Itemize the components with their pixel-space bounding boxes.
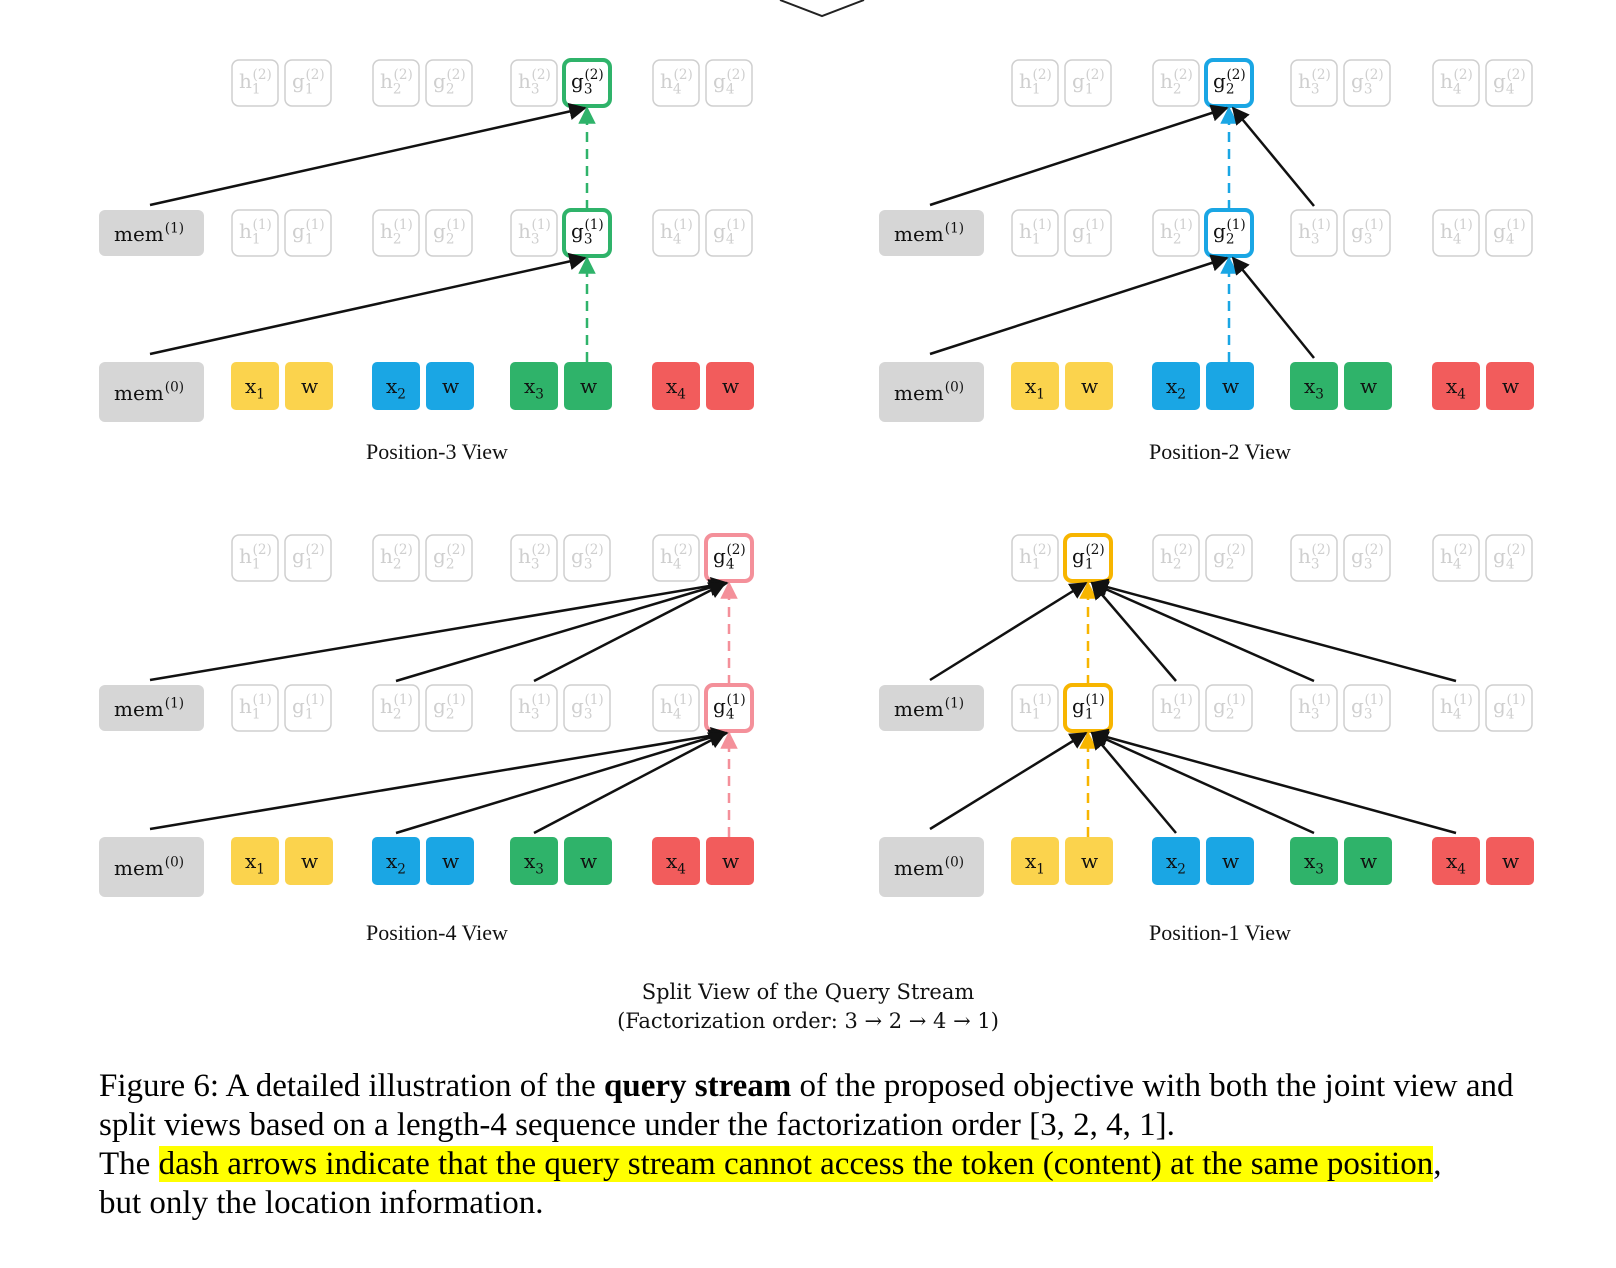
g2-layer1-label: $g_2(1)$ bbox=[1213, 217, 1246, 248]
h1-layer2-label: $h_1(2)$ bbox=[1019, 67, 1052, 98]
figure-caption bbox=[99, 1067, 1549, 1223]
mem1-box bbox=[879, 210, 984, 256]
mem0-label: mem$^{(0)}$ bbox=[114, 379, 185, 405]
arrow-context-2-layer1 bbox=[1092, 733, 1176, 833]
token-w3-label: w bbox=[580, 849, 598, 873]
h4-layer2-label: $h_4(2)$ bbox=[660, 67, 693, 98]
token-w1-label: w bbox=[1081, 374, 1099, 398]
g4-layer1-label: $g_4(1)$ bbox=[1493, 217, 1526, 248]
g4-layer2-label: $g_4(2)$ bbox=[713, 542, 746, 573]
token-w4-label: w bbox=[1502, 374, 1520, 398]
h3-layer2-label: $h_3(2)$ bbox=[518, 67, 551, 98]
h3-layer2-label: $h_3(2)$ bbox=[1298, 67, 1331, 98]
g2-layer1-label: $g_2(1)$ bbox=[433, 692, 466, 723]
mem1-label: mem$^{(1)}$ bbox=[114, 220, 185, 246]
g2-layer2-label: $g_2(2)$ bbox=[1213, 67, 1246, 98]
caption-prefix: Figure 6: A detailed illustration of the bbox=[99, 1068, 605, 1104]
g2-layer1-label: $g_2(1)$ bbox=[1213, 692, 1246, 723]
view-title-position-4: Position-4 View bbox=[366, 920, 508, 945]
caption-line4: but only the location information. bbox=[99, 1185, 544, 1221]
h1-layer2-label: $h_1(2)$ bbox=[239, 67, 272, 98]
token-w2-label: w bbox=[442, 374, 460, 398]
token-w2-label: w bbox=[1222, 849, 1240, 873]
h4-layer1-label: $h_4(1)$ bbox=[660, 692, 693, 723]
g1-layer1-label: $g_1(1)$ bbox=[1072, 217, 1105, 248]
h4-layer2-label: $h_4(2)$ bbox=[1440, 542, 1473, 573]
g3-layer2-label: $g_3(2)$ bbox=[1351, 542, 1384, 573]
h2-layer2-label: $h_2(2)$ bbox=[1160, 542, 1193, 573]
token-x1-label: $x_1$ bbox=[1025, 374, 1045, 403]
view-title-position-2: Position-2 View bbox=[1149, 439, 1291, 464]
h2-layer2-label: $h_2(2)$ bbox=[380, 67, 413, 98]
token-x4-label: $x_4$ bbox=[1446, 849, 1466, 878]
split-caption-line2: (Factorization order: 3 → 2 → 4 → 1) bbox=[617, 1009, 999, 1033]
g3-layer1-label: $g_3(1)$ bbox=[1351, 692, 1384, 723]
h1-layer2-label: $h_1(2)$ bbox=[239, 542, 272, 573]
view-title-position-3: Position-3 View bbox=[366, 439, 508, 464]
token-w3-label: w bbox=[580, 374, 598, 398]
token-x2-label: $x_2$ bbox=[1166, 849, 1186, 878]
token-x2-label: $x_2$ bbox=[1166, 374, 1186, 403]
token-x3-label: $x_3$ bbox=[1304, 849, 1324, 878]
h4-layer2-label: $h_4(2)$ bbox=[1440, 67, 1473, 98]
mem0-label: mem$^{(0)}$ bbox=[894, 854, 965, 880]
caption-line3-end: , bbox=[1433, 1146, 1442, 1182]
mem0-box bbox=[99, 837, 204, 897]
caption-bold: query stream bbox=[604, 1068, 792, 1104]
g1-layer1-label: $g_1(1)$ bbox=[292, 217, 325, 248]
arrow-context-3-layer1 bbox=[1233, 258, 1314, 358]
g1-layer2-label: $g_1(2)$ bbox=[292, 542, 325, 573]
token-w4-label: w bbox=[1502, 849, 1520, 873]
h1-layer1-label: $h_1(1)$ bbox=[239, 692, 272, 723]
g2-layer2-label: $g_2(2)$ bbox=[433, 67, 466, 98]
g4-layer2-label: $g_4(2)$ bbox=[1493, 67, 1526, 98]
arrow-context-3-layer1 bbox=[1092, 733, 1314, 833]
g1-layer1-label: $g_1(1)$ bbox=[292, 692, 325, 723]
g4-layer2-label: $g_4(2)$ bbox=[713, 67, 746, 98]
g2-layer1-label: $g_2(1)$ bbox=[433, 217, 466, 248]
mem0-label: mem$^{(0)}$ bbox=[114, 854, 185, 880]
arrow-mem1 bbox=[930, 583, 1086, 680]
h2-layer1-label: $h_2(1)$ bbox=[380, 217, 413, 248]
token-x1-label: $x_1$ bbox=[1025, 849, 1045, 878]
h4-layer1-label: $h_4(1)$ bbox=[660, 217, 693, 248]
token-w2-label: w bbox=[1222, 374, 1240, 398]
arrow-context-3-layer2 bbox=[1233, 108, 1314, 206]
token-x3-label: $x_3$ bbox=[1304, 374, 1324, 403]
arrow-context-2-layer2 bbox=[1092, 583, 1176, 681]
h1-layer1-label: $h_1(1)$ bbox=[1019, 217, 1052, 248]
h4-layer1-label: $h_4(1)$ bbox=[1440, 217, 1473, 248]
g2-layer2-label: $g_2(2)$ bbox=[1213, 542, 1246, 573]
mem0-box bbox=[879, 837, 984, 897]
mem1-box bbox=[99, 210, 204, 256]
token-x4-label: $x_4$ bbox=[666, 374, 686, 403]
token-x3-label: $x_3$ bbox=[524, 374, 544, 403]
g4-layer1-label: $g_4(1)$ bbox=[713, 692, 746, 723]
caption-suffix: of the proposed objective with both the joint view and split views based on a length-4 sequence under the factorization order [3, 2, 4, 1]. bbox=[99, 1068, 1514, 1143]
arrow-mem1 bbox=[930, 108, 1227, 205]
token-w4-label: w bbox=[722, 849, 740, 873]
g3-layer1-label: $g_3(1)$ bbox=[571, 692, 604, 723]
g4-layer2-label: $g_4(2)$ bbox=[1493, 542, 1526, 573]
mem1-box bbox=[99, 685, 204, 731]
h3-layer2-label: $h_3(2)$ bbox=[518, 542, 551, 573]
h3-layer1-label: $h_3(1)$ bbox=[518, 692, 551, 723]
caption-highlight: dash arrows indicate that the query stream cannot access the token (content) at the same position bbox=[158, 1146, 1434, 1182]
g1-layer2-label: $g_1(2)$ bbox=[1072, 542, 1105, 573]
token-w4-label: w bbox=[722, 374, 740, 398]
h1-layer2-label: $h_1(2)$ bbox=[1019, 542, 1052, 573]
g3-layer2-label: $g_3(2)$ bbox=[571, 67, 604, 98]
arrow-mem1 bbox=[150, 583, 727, 680]
g1-layer1-label: $g_1(1)$ bbox=[1072, 692, 1105, 723]
arrow-context-3-layer2 bbox=[1092, 583, 1314, 681]
g4-layer1-label: $g_4(1)$ bbox=[713, 217, 746, 248]
arrow-mem0 bbox=[150, 258, 585, 354]
view-position-4 bbox=[99, 535, 754, 897]
h2-layer2-label: $h_2(2)$ bbox=[1160, 67, 1193, 98]
view-title-position-1: Position-1 View bbox=[1149, 920, 1291, 945]
token-w3-label: w bbox=[1360, 374, 1378, 398]
g3-layer2-label: $g_3(2)$ bbox=[571, 542, 604, 573]
token-w2-label: w bbox=[442, 849, 460, 873]
g1-layer2-label: $g_1(2)$ bbox=[292, 67, 325, 98]
token-w1-label: w bbox=[301, 374, 319, 398]
split-caption-line1: Split View of the Query Stream bbox=[641, 980, 975, 1004]
token-w1-label: w bbox=[1081, 849, 1099, 873]
mem0-box bbox=[99, 362, 204, 422]
h2-layer1-label: $h_2(1)$ bbox=[1160, 217, 1193, 248]
g4-layer1-label: $g_4(1)$ bbox=[1493, 692, 1526, 723]
g3-layer1-label: $g_3(1)$ bbox=[571, 217, 604, 248]
token-x2-label: $x_2$ bbox=[386, 849, 406, 878]
h3-layer2-label: $h_3(2)$ bbox=[1298, 542, 1331, 573]
h3-layer1-label: $h_3(1)$ bbox=[1298, 692, 1331, 723]
arrow-mem0 bbox=[150, 733, 727, 829]
arrow-context-4-layer1 bbox=[1092, 733, 1456, 833]
arrow-mem0 bbox=[930, 258, 1227, 354]
arrow-mem1 bbox=[150, 108, 585, 205]
token-x3-label: $x_3$ bbox=[524, 849, 544, 878]
h3-layer1-label: $h_3(1)$ bbox=[518, 217, 551, 248]
view-position-2 bbox=[879, 60, 1534, 422]
arrow-mem0 bbox=[930, 733, 1086, 829]
token-x4-label: $x_4$ bbox=[1446, 374, 1466, 403]
mem1-label: mem$^{(1)}$ bbox=[894, 695, 965, 721]
token-x1-label: $x_1$ bbox=[245, 849, 265, 878]
token-w3-label: w bbox=[1360, 849, 1378, 873]
g2-layer2-label: $g_2(2)$ bbox=[433, 542, 466, 573]
h4-layer1-label: $h_4(1)$ bbox=[1440, 692, 1473, 723]
h1-layer1-label: $h_1(1)$ bbox=[239, 217, 272, 248]
h2-layer1-label: $h_2(1)$ bbox=[1160, 692, 1193, 723]
arrow-context-4-layer2 bbox=[1092, 583, 1456, 681]
h2-layer2-label: $h_2(2)$ bbox=[380, 542, 413, 573]
token-x1-label: $x_1$ bbox=[245, 374, 265, 403]
g3-layer2-label: $g_3(2)$ bbox=[1351, 67, 1384, 98]
mem1-label: mem$^{(1)}$ bbox=[894, 220, 965, 246]
view-position-3 bbox=[99, 60, 754, 422]
cropped-shape-top bbox=[780, 0, 864, 16]
mem1-box bbox=[879, 685, 984, 731]
token-x2-label: $x_2$ bbox=[386, 374, 406, 403]
h4-layer2-label: $h_4(2)$ bbox=[660, 542, 693, 573]
h3-layer1-label: $h_3(1)$ bbox=[1298, 217, 1331, 248]
token-w1-label: w bbox=[301, 849, 319, 873]
h2-layer1-label: $h_2(1)$ bbox=[380, 692, 413, 723]
caption-line3-start: The bbox=[99, 1146, 159, 1182]
h1-layer1-label: $h_1(1)$ bbox=[1019, 692, 1052, 723]
g1-layer2-label: $g_1(2)$ bbox=[1072, 67, 1105, 98]
mem1-label: mem$^{(1)}$ bbox=[114, 695, 185, 721]
token-x4-label: $x_4$ bbox=[666, 849, 686, 878]
g3-layer1-label: $g_3(1)$ bbox=[1351, 217, 1384, 248]
mem0-label: mem$^{(0)}$ bbox=[894, 379, 965, 405]
mem0-box bbox=[879, 362, 984, 422]
view-position-1 bbox=[879, 535, 1534, 897]
